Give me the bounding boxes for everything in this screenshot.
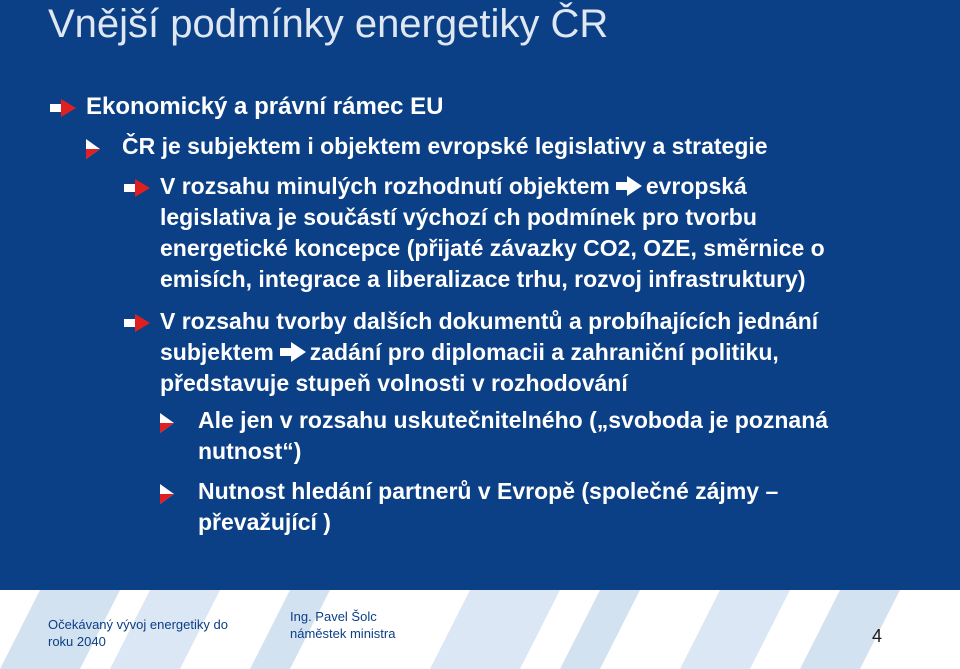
page-number: 4	[872, 626, 883, 646]
slide-title: Vnější podmínky energetiky ČR	[48, 2, 609, 46]
footer-author-role: náměstek ministra	[290, 626, 396, 641]
bullet-level1-text: Ekonomický a právní rámec EU	[86, 93, 444, 120]
bullet-level2-text: ČR je subjektem i objektem evropské legislativy a strategie	[122, 133, 768, 159]
right-arrow-icon	[616, 176, 642, 196]
bullet-arrow-icon	[124, 314, 150, 332]
point-a-line-3: energetické koncepce (přijaté závazky CO2, OZE, směrnice o	[160, 235, 825, 261]
bullet-triangle-icon	[86, 139, 100, 159]
bullet-triangle-icon	[160, 484, 174, 504]
point-a-line-4: emisích, integrace a liberalizace trhu, rozvoj infrastruktury)	[160, 266, 806, 292]
slide-footer	[0, 590, 960, 669]
bullet-arrow-icon	[50, 99, 76, 117]
point-b-line-3: představuje stupeň volnosti v rozhodování	[160, 370, 628, 396]
bullet-triangle-icon	[160, 413, 174, 433]
footer-presentation-title: Očekávaný vývoj energetiky do roku 2040	[48, 617, 228, 649]
sub-b1-line-1: Ale jen v rozsahu uskutečnitelného („svoboda je poznaná	[198, 407, 829, 433]
footer-author-name: Ing. Pavel Šolc	[290, 609, 377, 624]
right-arrow-icon	[280, 342, 306, 362]
point-a-line-1: V rozsahu minulých rozhodnutí objektem evropská	[160, 173, 747, 199]
sub-b2-line-2: převažující )	[198, 509, 331, 535]
footer-author	[290, 608, 395, 642]
sub-b1-line-2: nutnost“)	[198, 438, 302, 464]
point-b-line-1: V rozsahu tvorby dalších dokumentů a probíhajících jednání	[160, 308, 819, 334]
point-b-line-2: subjektem zadání pro diplomacii a zahraniční politiku,	[160, 339, 779, 365]
bullet-arrow-icon	[124, 179, 150, 197]
sub-b2-line-1: Nutnost hledání partnerů v Evropě (společné zájmy –	[198, 478, 779, 504]
point-a-line-2: legislativa je součástí výchozí ch podmínek pro tvorbu	[160, 204, 757, 230]
